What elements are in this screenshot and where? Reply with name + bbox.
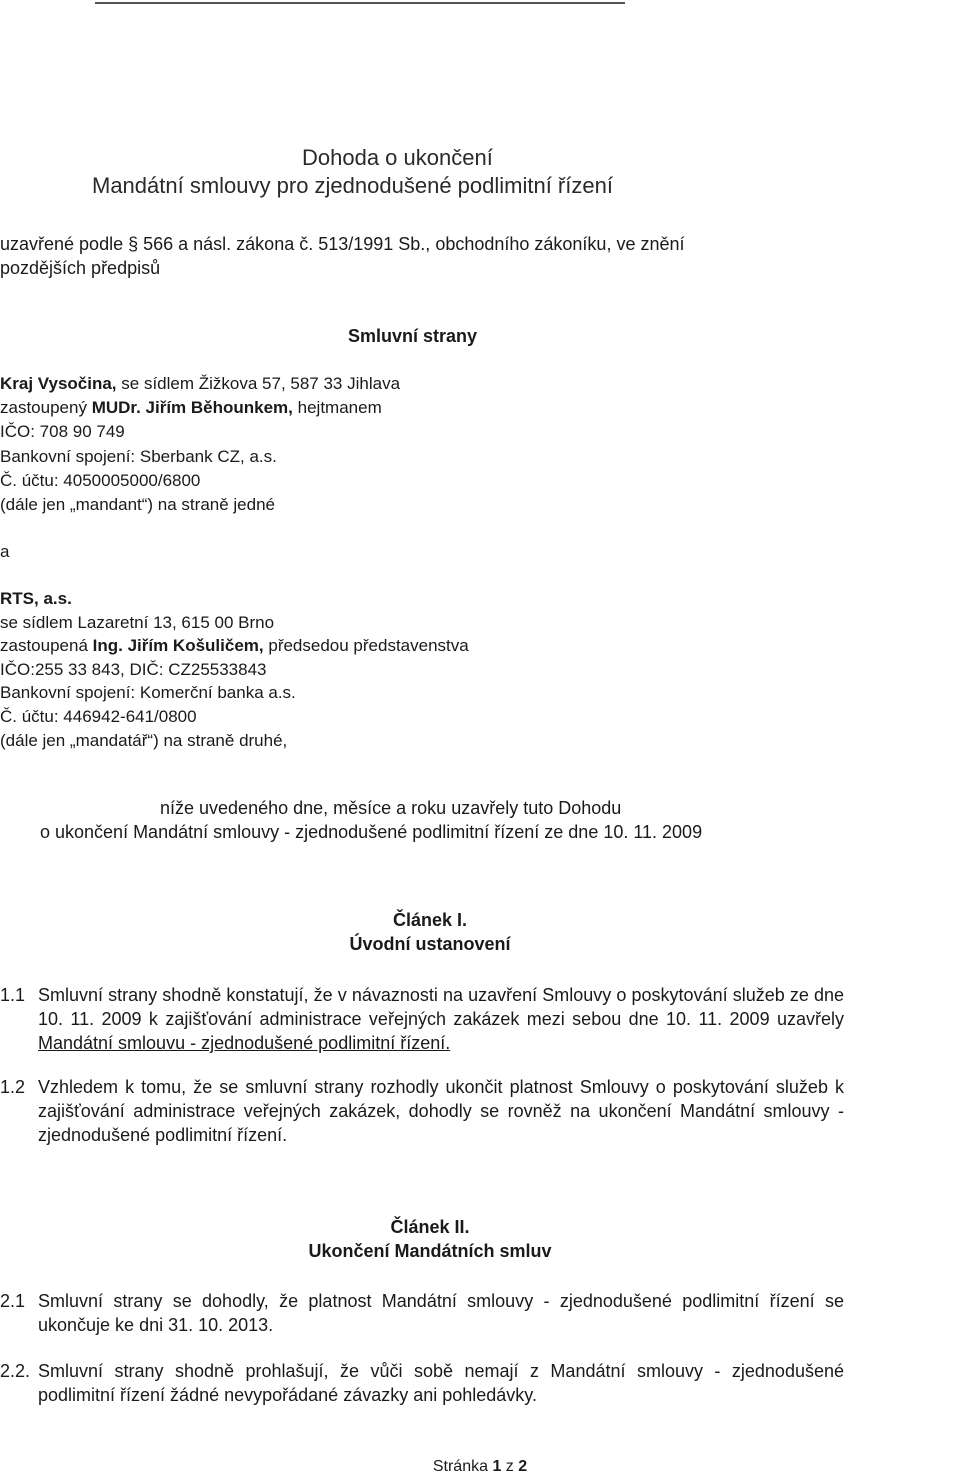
party2-rep-suffix: předsedou představenstva <box>263 636 469 655</box>
contract-reference: Mandátní smlouvu - zjednodušené podlimitní řízení. <box>38 1033 451 1053</box>
intro-line-1: uzavřené podle § 566 a násl. zákona č. 513/1991 Sb., obchodního zákoníku, ve znění <box>0 234 685 254</box>
paragraph-body: Smluvní strany shodně konstatují, že v návaznosti na uzavření Smlouvy o poskytování služeb ze dne 10. 11. 2009 k zajišťování administrace veřejných zakázek mezi sebou dne 10. 11. 2009 uzavřely <box>38 985 844 1029</box>
party2-rep-line <box>0 634 469 657</box>
top-rule <box>95 2 625 4</box>
party1-bank: Bankovní spojení: Sberbank CZ, a.s. <box>0 447 277 466</box>
party2-rep-name: Ing. Jiřím Košuličem, <box>92 636 264 655</box>
article1-title: Úvodní ustanovení <box>349 934 511 954</box>
document-title: Dohoda o ukončení <box>302 145 493 170</box>
party1-rep-name: MUDr. Jiřím Běhounkem, <box>91 398 293 417</box>
page-footer <box>0 1458 960 1476</box>
party1-ico: IČO: 708 90 749 <box>0 422 125 441</box>
intro-line-2: pozdějších předpisů <box>0 258 161 278</box>
document-subtitle: Mandátní smlouvy pro zjednodušené podlimitní řízení <box>92 173 613 198</box>
party2-role: (dále jen „mandatář“) na straně druhé, <box>0 731 288 750</box>
party1-seat: se sídlem Žižkova 57, 587 33 Jihlava <box>116 374 401 393</box>
party2-account: Č. účtu: 446942-641/0800 <box>0 707 197 726</box>
party2-ico: IČO:255 33 843, DIČ: CZ25533843 <box>0 660 267 679</box>
party1-rep-suffix: hejtmanem <box>292 398 382 417</box>
page-total: 2 <box>518 1458 528 1475</box>
paragraph-2-1 <box>0 1289 846 1341</box>
party2-rep-prefix: zastoupená <box>0 636 93 655</box>
statement-line-2: o ukončení Mandátní smlouvy - zjednodušené podlimitní řízení ze dne 10. 11. 2009 <box>40 822 703 842</box>
paragraph-number: 1.2 <box>0 1077 26 1097</box>
paragraph-1-2 <box>0 1075 846 1155</box>
article1-label: Článek I. <box>392 910 468 930</box>
party2-name: RTS, a.s. <box>0 589 72 608</box>
paragraph-text: Smluvní strany se dohodly, že platnost Mandátní smlouvy - zjednodušené podlimitní řízení se ukončuje ke dni 31. 10. 2013. <box>38 1291 844 1335</box>
parties-heading: Smluvní strany <box>348 326 478 346</box>
party2-seat: se sídlem Lazaretní 13, 615 00 Brno <box>0 613 275 632</box>
party1-account: Č. účtu: 4050005000/6800 <box>0 471 201 490</box>
paragraph-1-1 <box>0 983 846 1063</box>
paragraph-number: 2.1 <box>0 1291 26 1311</box>
paragraph-text: Vzhledem k tomu, že se smluvní strany rozhodly ukončit platnost Smlouvy o poskytování služeb k zajišťování administrace veřejných zakázek, dohodly se rovněž na ukončení Mandátní smlouvy - zjednodušené podlimitní řízení. <box>38 1077 844 1145</box>
paragraph-number: 2.2. <box>0 1361 31 1381</box>
footer-prefix: Stránka <box>432 1458 493 1475</box>
party1-name: Kraj Vysočina, <box>0 374 117 393</box>
paragraph-2-2 <box>0 1359 846 1411</box>
footer-separator: z <box>501 1458 519 1475</box>
party1-rep-prefix: zastoupený <box>0 398 92 417</box>
paragraph-text <box>38 983 844 1055</box>
party1-rep-line <box>0 396 382 419</box>
party1-name-line <box>0 372 400 395</box>
party1-role: (dále jen „mandant“) na straně jedné <box>0 495 275 514</box>
party2-bank: Bankovní spojení: Komerční banka a.s. <box>0 683 296 702</box>
article2-title: Ukončení Mandátních smluv <box>308 1241 552 1261</box>
conjunction: a <box>0 542 10 561</box>
article2-label: Článek II. <box>390 1217 470 1237</box>
paragraph-number: 1.1 <box>0 985 26 1005</box>
paragraph-text: Smluvní strany shodně prohlašují, že vůči sobě nemají z Mandátní smlouvy - zjednodušené podlimitní řízení žádné nevypořádané závazky ani pohledávky. <box>38 1361 844 1405</box>
statement-line-1: níže uvedeného dne, měsíce a roku uzavřely tuto Dohodu <box>160 798 622 818</box>
page-number: 1 <box>492 1458 502 1475</box>
